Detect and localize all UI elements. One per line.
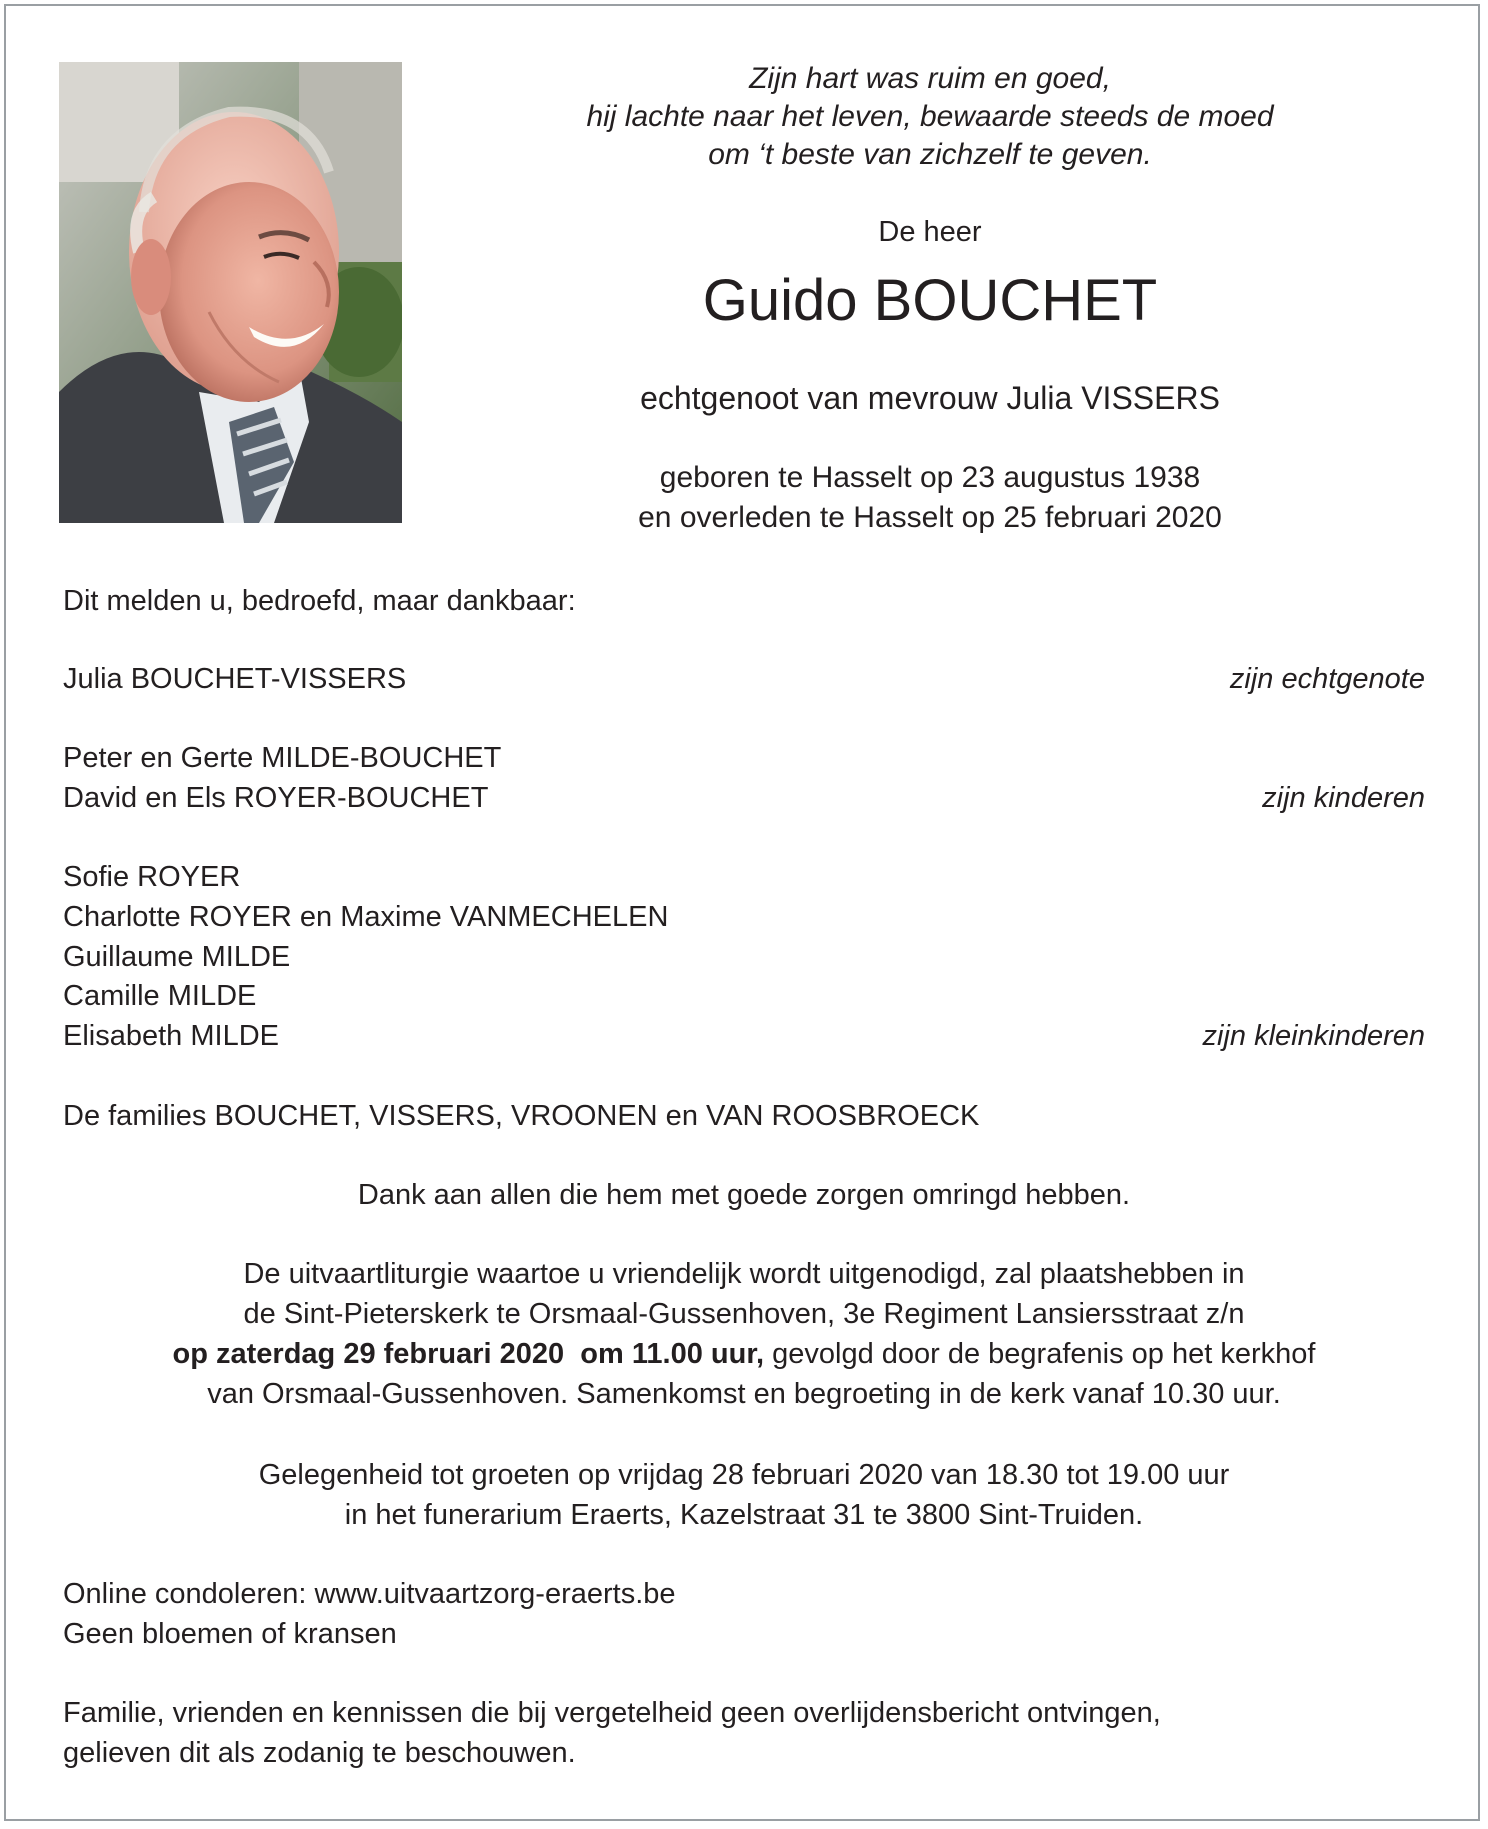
liturgy-line-1: De uitvaartliturgie waartoe u vriendelijk wordt uitgenodigd, zal plaatshebben in <box>243 1258 1245 1290</box>
liturgy-line-3-rest: gevolgd door de begrafenis op het kerkhof <box>764 1338 1316 1370</box>
no-flowers: Geen bloemen of kransen <box>63 1618 397 1650</box>
deceased-name: Guido BOUCHET <box>702 268 1158 333</box>
spouse-role: zijn echtgenote <box>1229 663 1425 695</box>
grandchild-name-5: Elisabeth MILDE <box>63 1020 279 1052</box>
announcement-intro: Dit melden u, bedroefd, maar dankbaar: <box>63 585 576 617</box>
poem-line-3: om ‘t beste van zichzelf te geven. <box>708 138 1152 171</box>
funeral-datetime: op zaterdag 29 februari 2020 om 11.00 uur, <box>172 1338 765 1370</box>
spouse-line: echtgenoot van mevrouw Julia VISSERS <box>640 380 1220 416</box>
closing-line-1: Familie, vrienden en kennissen die bij vergetelheid geen overlijdensbericht ontvingen, <box>63 1697 1161 1729</box>
title-prefix: De heer <box>878 216 982 248</box>
grandchild-name-2: Charlotte ROYER en Maxime VANMECHELEN <box>63 901 669 933</box>
children-role: zijn kinderen <box>1262 782 1425 814</box>
closing-line-2: gelieven dit als zodanig te beschouwen. <box>63 1737 576 1769</box>
families-line: De families BOUCHET, VISSERS, VROONEN en VAN ROOSBROECK <box>63 1100 980 1132</box>
online-condolence: Online condoleren: www.uitvaartzorg-eraerts.be <box>63 1578 676 1610</box>
grandchild-name-3: Guillaume MILDE <box>63 941 291 973</box>
poem-line-2: hij lachte naar het leven, bewaarde steeds de moed <box>586 100 1274 133</box>
grandchild-name-1: Sofie ROYER <box>63 861 241 893</box>
child-name-2: David en Els ROYER-BOUCHET <box>63 782 489 814</box>
death-line: en overleden te Hasselt op 25 februari 2020 <box>638 501 1222 534</box>
liturgy-line-2: de Sint-Pieterskerk te Orsmaal-Gussenhoven, 3e Regiment Lansiersstraat z/n <box>243 1298 1245 1330</box>
birth-line: geboren te Hasselt op 23 augustus 1938 <box>659 461 1201 494</box>
grandchildren-role: zijn kleinkinderen <box>1202 1020 1425 1052</box>
spouse-name: Julia BOUCHET-VISSERS <box>63 663 407 695</box>
poem-line-1: Zijn hart was ruim en goed, <box>749 62 1111 95</box>
visitation-line-2: in het funerarium Eraerts, Kazelstraat 31 te 3800 Sint-Truiden. <box>344 1499 1144 1531</box>
grandchild-name-4: Camille MILDE <box>63 980 257 1012</box>
liturgy-line-3 <box>0 1340 1488 1369</box>
visitation-line-1: Gelegenheid tot groeten op vrijdag 28 februari 2020 van 18.30 tot 19.00 uur <box>258 1459 1230 1491</box>
thanks-line: Dank aan allen die hem met goede zorgen omringd hebben. <box>357 1179 1131 1211</box>
child-name-1: Peter en Gerte MILDE-BOUCHET <box>63 742 502 774</box>
liturgy-line-4: van Orsmaal-Gussenhoven. Samenkomst en begroeting in de kerk vanaf 10.30 uur. <box>207 1378 1281 1410</box>
portrait-photo <box>59 62 402 523</box>
